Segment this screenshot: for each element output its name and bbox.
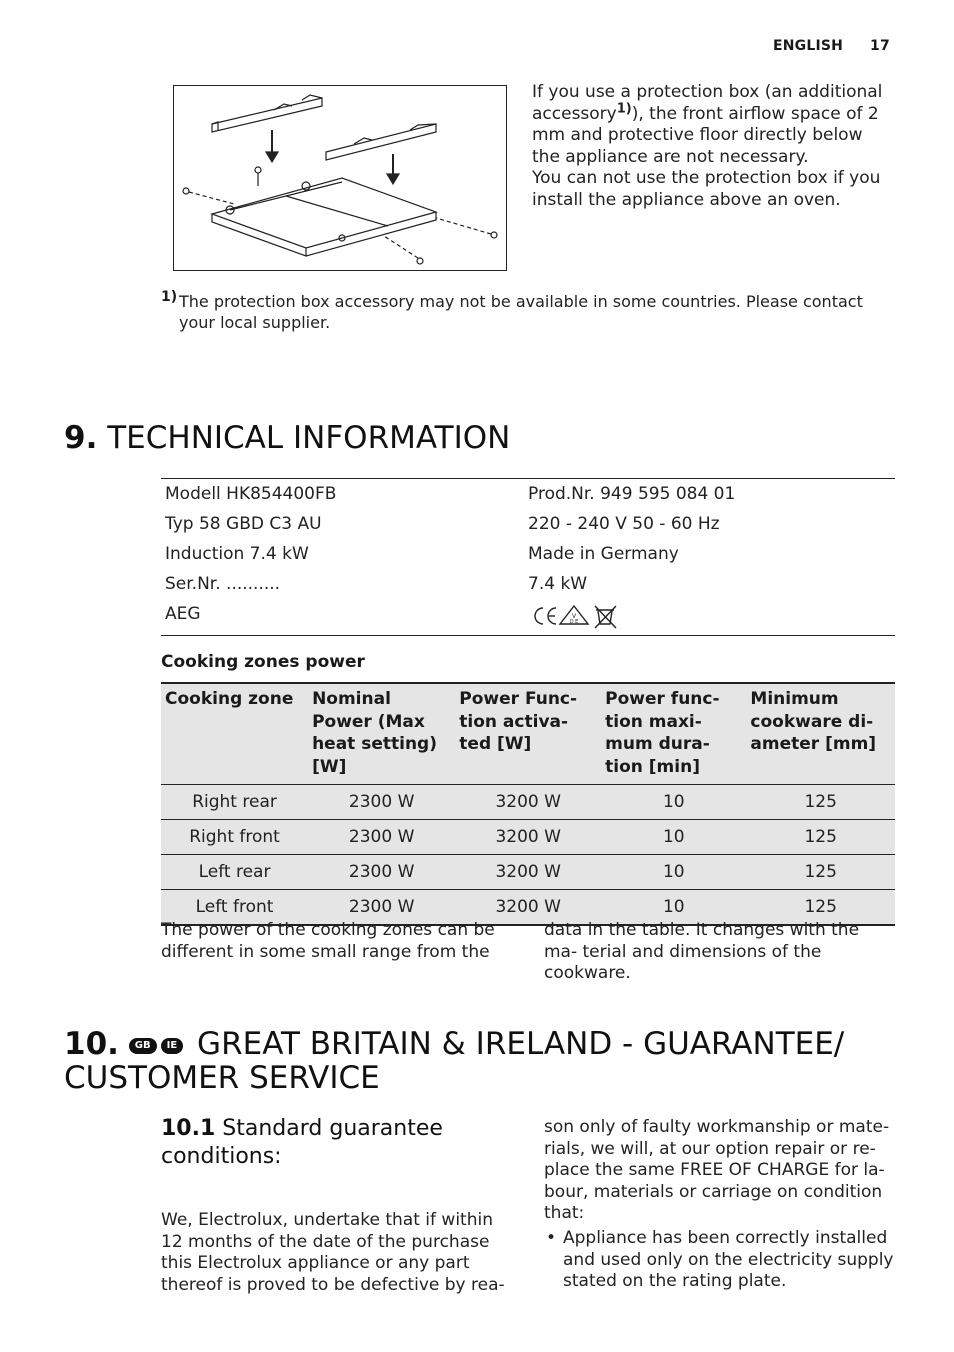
table-row [161, 820, 895, 855]
rating-plate-row [161, 599, 895, 635]
section-10-title-line1: GREAT BRITAIN & IRELAND - GUARANTEE/ [197, 1026, 845, 1062]
section-10-heading [64, 1027, 924, 1095]
cooking-zones-heading: Cooking zones power [161, 652, 365, 672]
zones-note-left: The power of the cooking zones can be different in some small range from the [161, 920, 495, 962]
guarantee-conditions-list [544, 1228, 896, 1293]
footnote-reference: 1) [616, 100, 632, 116]
zones-note-right: data in the table. It changes with the ma- terial and dimensions of the cookware. [544, 920, 860, 983]
table-cell: 10 [601, 820, 746, 855]
subsection-10-1-heading [161, 1115, 501, 1171]
protection-box-illustration [173, 85, 507, 271]
column-header: Nominal Power (Max heat setting) [W] [308, 683, 455, 785]
guarantee-para-right: son only of faulty workmanship or mate- rials, we will, at our option repair or re- place the same FREE OF CHARGE for la- bour, materials or carriage on condition that: [544, 1117, 890, 1223]
table-cell: 10 [601, 855, 746, 890]
table-row [161, 855, 895, 890]
language-label: ENGLISH [773, 38, 844, 54]
table-cell: Right front [161, 820, 308, 855]
section-10-number: 10. [64, 1026, 119, 1062]
rating-plate-cell: Modell HK854400FB [165, 484, 337, 504]
table-cell: 2300 W [308, 785, 455, 820]
rating-plate-table [161, 478, 895, 636]
table-cell: 125 [746, 890, 895, 926]
table-cell: 3200 W [455, 890, 601, 926]
protection-box-text-3: You can not use the protection box if you install the appliance above an oven. [532, 168, 881, 210]
table-cell: 125 [746, 785, 895, 820]
vde-mark-icon [560, 606, 588, 625]
list-item: • Appliance has been correctly installed and used only on the electricity supply stated on the rating plate. [544, 1228, 896, 1293]
table-cell: 3200 W [455, 855, 601, 890]
footnote-mark: 1) [161, 289, 178, 305]
table-header-row [161, 683, 895, 785]
subsection-title: Standard guarantee conditions: [161, 1116, 443, 1169]
rating-plate-cell: Made in Germany [528, 544, 679, 564]
protection-box-text [532, 82, 892, 211]
table-cell: 125 [746, 820, 895, 855]
ce-mark-icon [535, 608, 556, 624]
protection-box-text-1: If you use a protection box (an additional accessory [532, 82, 883, 124]
certification-marks [528, 599, 895, 635]
column-header: Cooking zone [161, 683, 308, 785]
table-cell: 10 [601, 890, 746, 926]
section-9-title: TECHNICAL INFORMATION [107, 420, 511, 456]
rating-plate-cell: Prod.Nr. 949 595 084 01 [528, 484, 736, 504]
rating-plate-cell: Typ 58 GBD C3 AU [165, 514, 322, 534]
weee-bin-icon [595, 606, 616, 628]
table-cell: 3200 W [455, 785, 601, 820]
table-cell: Left front [161, 890, 308, 926]
table-cell: 10 [601, 785, 746, 820]
gb-badge: GB [129, 1038, 157, 1054]
cooking-zones-table [161, 682, 895, 926]
rating-plate-cell: Ser.Nr. .......... [165, 574, 281, 594]
rating-plate-row [161, 569, 895, 599]
ie-badge: IE [161, 1038, 184, 1054]
rating-plate-cell: 7.4 kW [528, 574, 588, 594]
table-cell: Left rear [161, 855, 308, 890]
column-header: Power func- tion maxi- mum dura- tion [min] [601, 683, 746, 785]
column-header: Power Func- tion activa- ted [W] [455, 683, 601, 785]
protection-box-text-2: ), the front airflow space of 2 mm and protective floor directly below the appliance are not necessary. [532, 103, 879, 167]
column-header: Minimum cookware di- ameter [mm] [746, 683, 895, 785]
table-row [161, 785, 895, 820]
table-cell: 2300 W [308, 820, 455, 855]
svg-text:V: V [571, 613, 577, 620]
section-9-heading [64, 421, 510, 455]
footnote-text: The protection box accessory may not be available in some countries. Please contact your local supplier. [179, 292, 863, 332]
table-cell: 125 [746, 855, 895, 890]
svg-text:D E: D E [569, 619, 579, 625]
page-number: 17 [870, 38, 890, 54]
rating-plate-cell: 220 - 240 V 50 - 60 Hz [528, 514, 720, 534]
rating-plate-row [161, 539, 895, 569]
rating-plate-cell: Induction 7.4 kW [165, 544, 309, 564]
rating-plate-cell: AEG [165, 604, 201, 624]
rating-plate-row [161, 509, 895, 539]
subsection-number: 10.1 [161, 1116, 216, 1141]
table-cell: 2300 W [308, 890, 455, 926]
section-10-title-line2: CUSTOMER SERVICE [64, 1060, 380, 1096]
guarantee-para-left: We, Electrolux, undertake that if within 12 months of the date of the purchase this Electrolux appliance or any part thereof is proved to be defective by rea- [161, 1210, 505, 1295]
table-cell: Right rear [161, 785, 308, 820]
section-9-number: 9. [64, 420, 98, 456]
table-cell: 3200 W [455, 820, 601, 855]
rating-plate-row [161, 479, 895, 509]
table-cell: 2300 W [308, 855, 455, 890]
